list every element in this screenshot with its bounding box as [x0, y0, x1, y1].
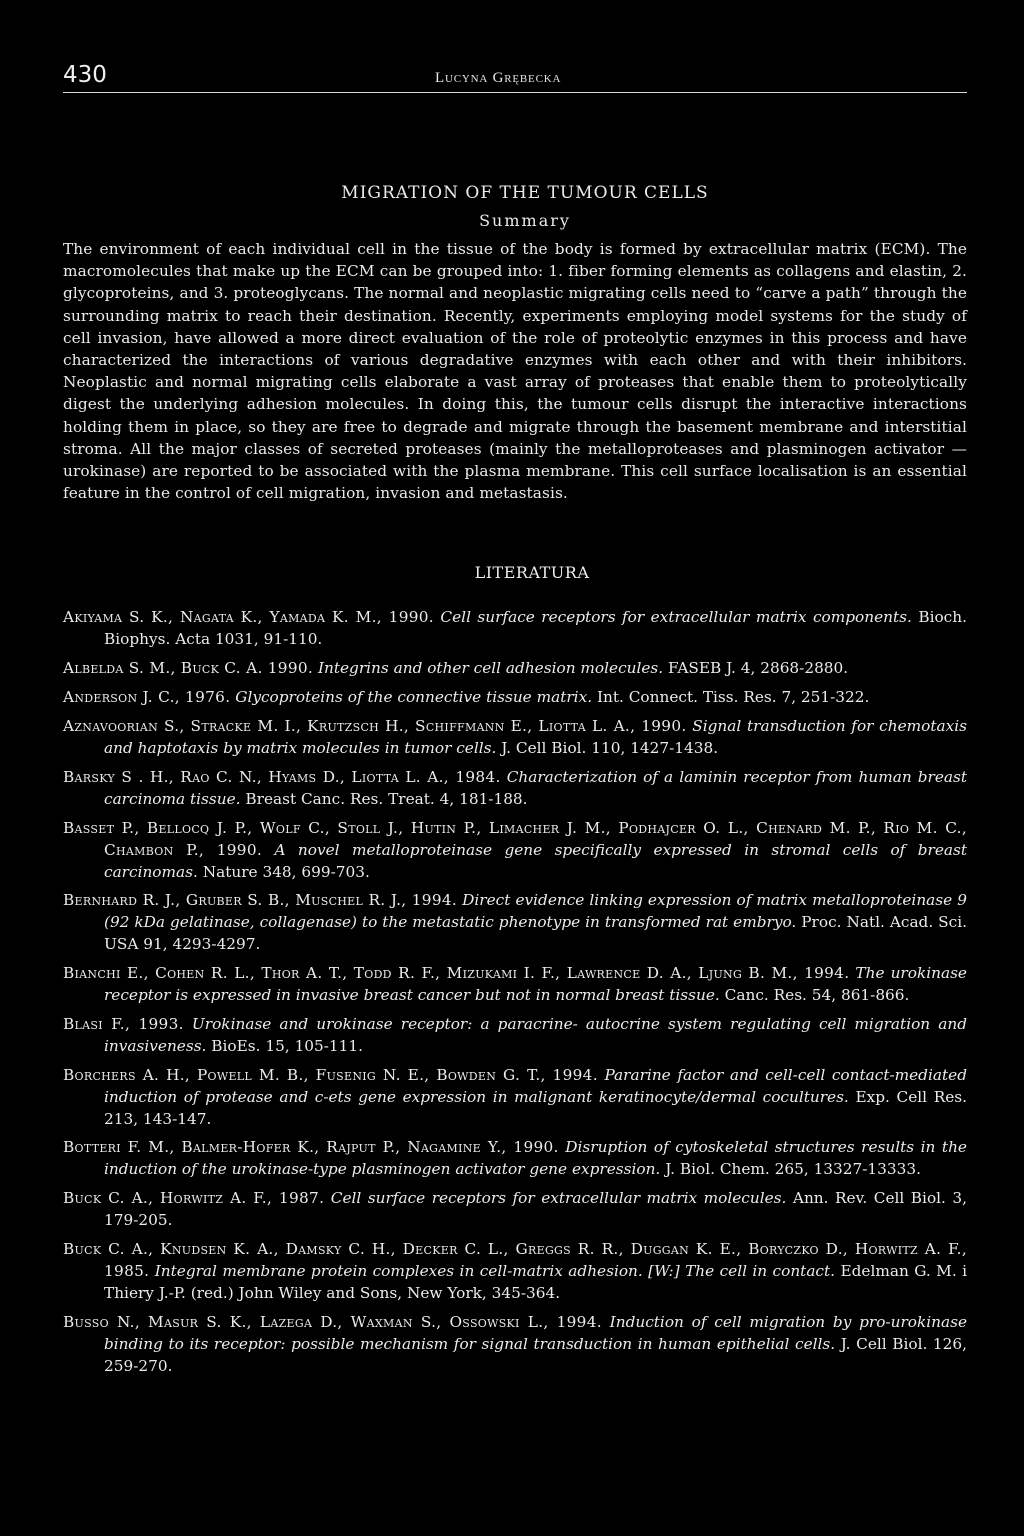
reference-title: Pararine factor and cell-cell contact-mediated induction of protease and c-ets gene expression in malignant keratinocyte/dermal cocultures.	[104, 1065, 967, 1106]
reference-title: Glycoproteins of the connective tissue matrix.	[235, 688, 593, 707]
reference-item	[63, 1065, 967, 1131]
reference-source: FASEB J. 4, 2868-2880.	[668, 659, 849, 678]
paper-page	[63, 62, 967, 1385]
reference-title: The urokinase receptor is expressed in invasive breast cancer but not in normal breast tissue.	[104, 964, 967, 1005]
reference-title: Urokinase and urokinase receptor: a paracrine- autocrine system regulating cell migration and invasiveness.	[104, 1014, 967, 1055]
reference-authors: Anderson J. C., 1976.	[63, 688, 231, 707]
reference-authors: Buck C. A., Horwitz A. F., 1987.	[63, 1189, 325, 1208]
reference-source: Canc. Res. 54, 861-866.	[724, 986, 910, 1005]
reference-authors: Busso N., Masur S. K., Lazega D., Waxman S., Ossowski L., 1994.	[63, 1312, 602, 1331]
reference-title: Integrins and other cell adhesion molecules.	[317, 659, 664, 678]
reference-item	[63, 1188, 967, 1232]
summary-paragraph: The environment of each individual cell in the tissue of the body is formed by extracellular matrix (ECM). The macromolecules that make up the ECM can be grouped into: 1. fiber forming elements as collagens and elastin, 2. glycoproteins, and 3. proteoglycans. The normal and neoplastic migrating cells need to “carve a path” through the surrounding matrix to reach their destination. Recently, experiments employing model systems for the study of cell invasion, have allowed a more direct evaluation of the role of proteolytic enzymes in this process and have characterized the interactions of various degradative enzymes with each other and with their inhibitors. Neoplastic and normal migrating cells elaborate a vast array of proteases that enable them to proteolytically digest the underlying adhesion molecules. In doing this, the tumour cells disrupt the interactive interactions holding them in place, so they are free to degrade and migrate through the basement membrane and interstitial stroma. All the major classes of secreted proteases (mainly the metalloproteases and plasminogen activator —urokinase) are reported to be associated with the plasma membrane. This cell surface localisation is an essential feature in the control of cell migration, invasion and metastasis.	[63, 240, 967, 503]
reference-authors: Blasi F., 1993.	[63, 1014, 184, 1033]
reference-item	[63, 767, 967, 811]
reference-title: Integral membrane protein complexes in cell-matrix adhesion. [W:] The cell in contact.	[154, 1262, 836, 1280]
reference-source: J. Cell Biol. 126, 259-270.	[104, 1334, 967, 1375]
reference-item	[63, 716, 967, 760]
reference-title: Direct evidence linking expression of matrix metalloproteinase 9 (92 kDa gelatinase, collagenase) to the metastatic phenotype in transformed rat embryo.	[104, 891, 967, 932]
reference-item	[63, 687, 967, 709]
reference-title: Characterization of a laminin receptor from human breast carcinoma tissue.	[104, 767, 967, 808]
reference-item	[63, 890, 967, 956]
reference-source: Bioch. Biophys. Acta 1031, 91-110.	[104, 608, 967, 649]
page-number: 430	[63, 62, 107, 88]
reference-source: Proc. Natl. Acad. Sci. USA 91, 4293-4297.	[104, 913, 967, 954]
reference-authors: Barsky S . H., Rao C. N., Hyams D., Liotta L. A., 1984.	[63, 767, 501, 786]
reference-authors: Buck C. A., Knudsen K. A., Damsky C. H., Decker C. L., Greggs R. R., Duggan K. E., Boryczko D., Horwitz A. F., 1985.	[63, 1240, 967, 1280]
reference-source: Exp. Cell Res. 213, 143-147.	[104, 1087, 967, 1128]
summary-heading: Summary	[479, 211, 571, 230]
reference-source: Int. Connect. Tiss. Res. 7, 251-322.	[596, 688, 870, 707]
reference-source: Edelman G. M. i Thiery J.-P. (red.) John Wiley and Sons, New York, 345-364.	[104, 1262, 967, 1302]
reference-title: Cell surface receptors for extracellular matrix components.	[440, 608, 912, 627]
reference-title: Induction of cell migration by pro-urokinase binding to its receptor: possible mechanism for signal transduction in human epithelial cells.	[104, 1312, 968, 1353]
reference-source: Ann. Rev. Cell Biol. 3, 179-205.	[104, 1189, 967, 1230]
reference-source: BioEs. 15, 105-111.	[211, 1036, 363, 1055]
reference-authors: Basset P., Bellocq J. P., Wolf C., Stoll J., Hutin P., Limacher J. M., Podhajcer O. L., Chenard M. P., Rio M. C., Chambon P., 1990.	[63, 818, 967, 859]
reference-item	[63, 658, 967, 680]
reference-source: J. Cell Biol. 110, 1427-1438.	[501, 738, 719, 757]
running-head-author: Lucyna Grębecka	[435, 70, 562, 86]
reference-source: J. Biol. Chem. 265, 13327-13333.	[665, 1160, 921, 1179]
reference-title: Cell surface receptors for extracellular matrix molecules.	[330, 1189, 787, 1208]
reference-item	[63, 607, 967, 651]
reference-authors: Aznavoorian S., Stracke M. I., Krutzsch H., Schiffmann E., Liotta L. A., 1990.	[63, 717, 687, 736]
reference-authors: Albelda S. M., Buck C. A. 1990.	[63, 659, 314, 678]
reference-title: Disruption of cytoskeletal structures results in the induction of the urokinase-type plasminogen activator gene expression.	[104, 1138, 967, 1179]
reference-source: Breast Canc. Res. Treat. 4, 181-188.	[245, 789, 528, 808]
reference-item	[63, 963, 967, 1007]
reference-item	[63, 1137, 967, 1181]
reference-authors: Bernhard R. J., Gruber S. B., Muschel R. J., 1994.	[63, 891, 458, 910]
literature-heading: LITERATURA	[474, 563, 590, 583]
article-title: MIGRATION OF THE TUMOUR CELLS	[341, 183, 709, 203]
reference-source: Nature 348, 699-703.	[202, 862, 370, 881]
reference-title: Signal transduction for chemotaxis and haptotaxis by matrix molecules in tumor cells.	[104, 717, 968, 757]
reference-item	[63, 818, 967, 884]
reference-title: A novel metalloproteinase gene specifically expressed in stromal cells of breast carcinomas.	[104, 840, 968, 881]
reference-list	[63, 607, 967, 1377]
page-header	[63, 62, 967, 93]
reference-item	[63, 1239, 967, 1305]
reference-authors: Borchers A. H., Powell M. B., Fusenig N. E., Bowden G. T., 1994.	[63, 1065, 598, 1084]
reference-authors: Akiyama S. K., Nagata K., Yamada K. M., 1990.	[63, 608, 434, 627]
reference-item	[63, 1014, 967, 1058]
reference-authors: Bianchi E., Cohen R. L., Thor A. T., Todd R. F., Mizukami I. F., Lawrence D. A., Ljung B. M., 1994.	[63, 964, 850, 983]
reference-item	[63, 1312, 967, 1378]
reference-authors: Botteri F. M., Balmer-Hofer K., Rajput P., Nagamine Y., 1990.	[63, 1138, 559, 1157]
